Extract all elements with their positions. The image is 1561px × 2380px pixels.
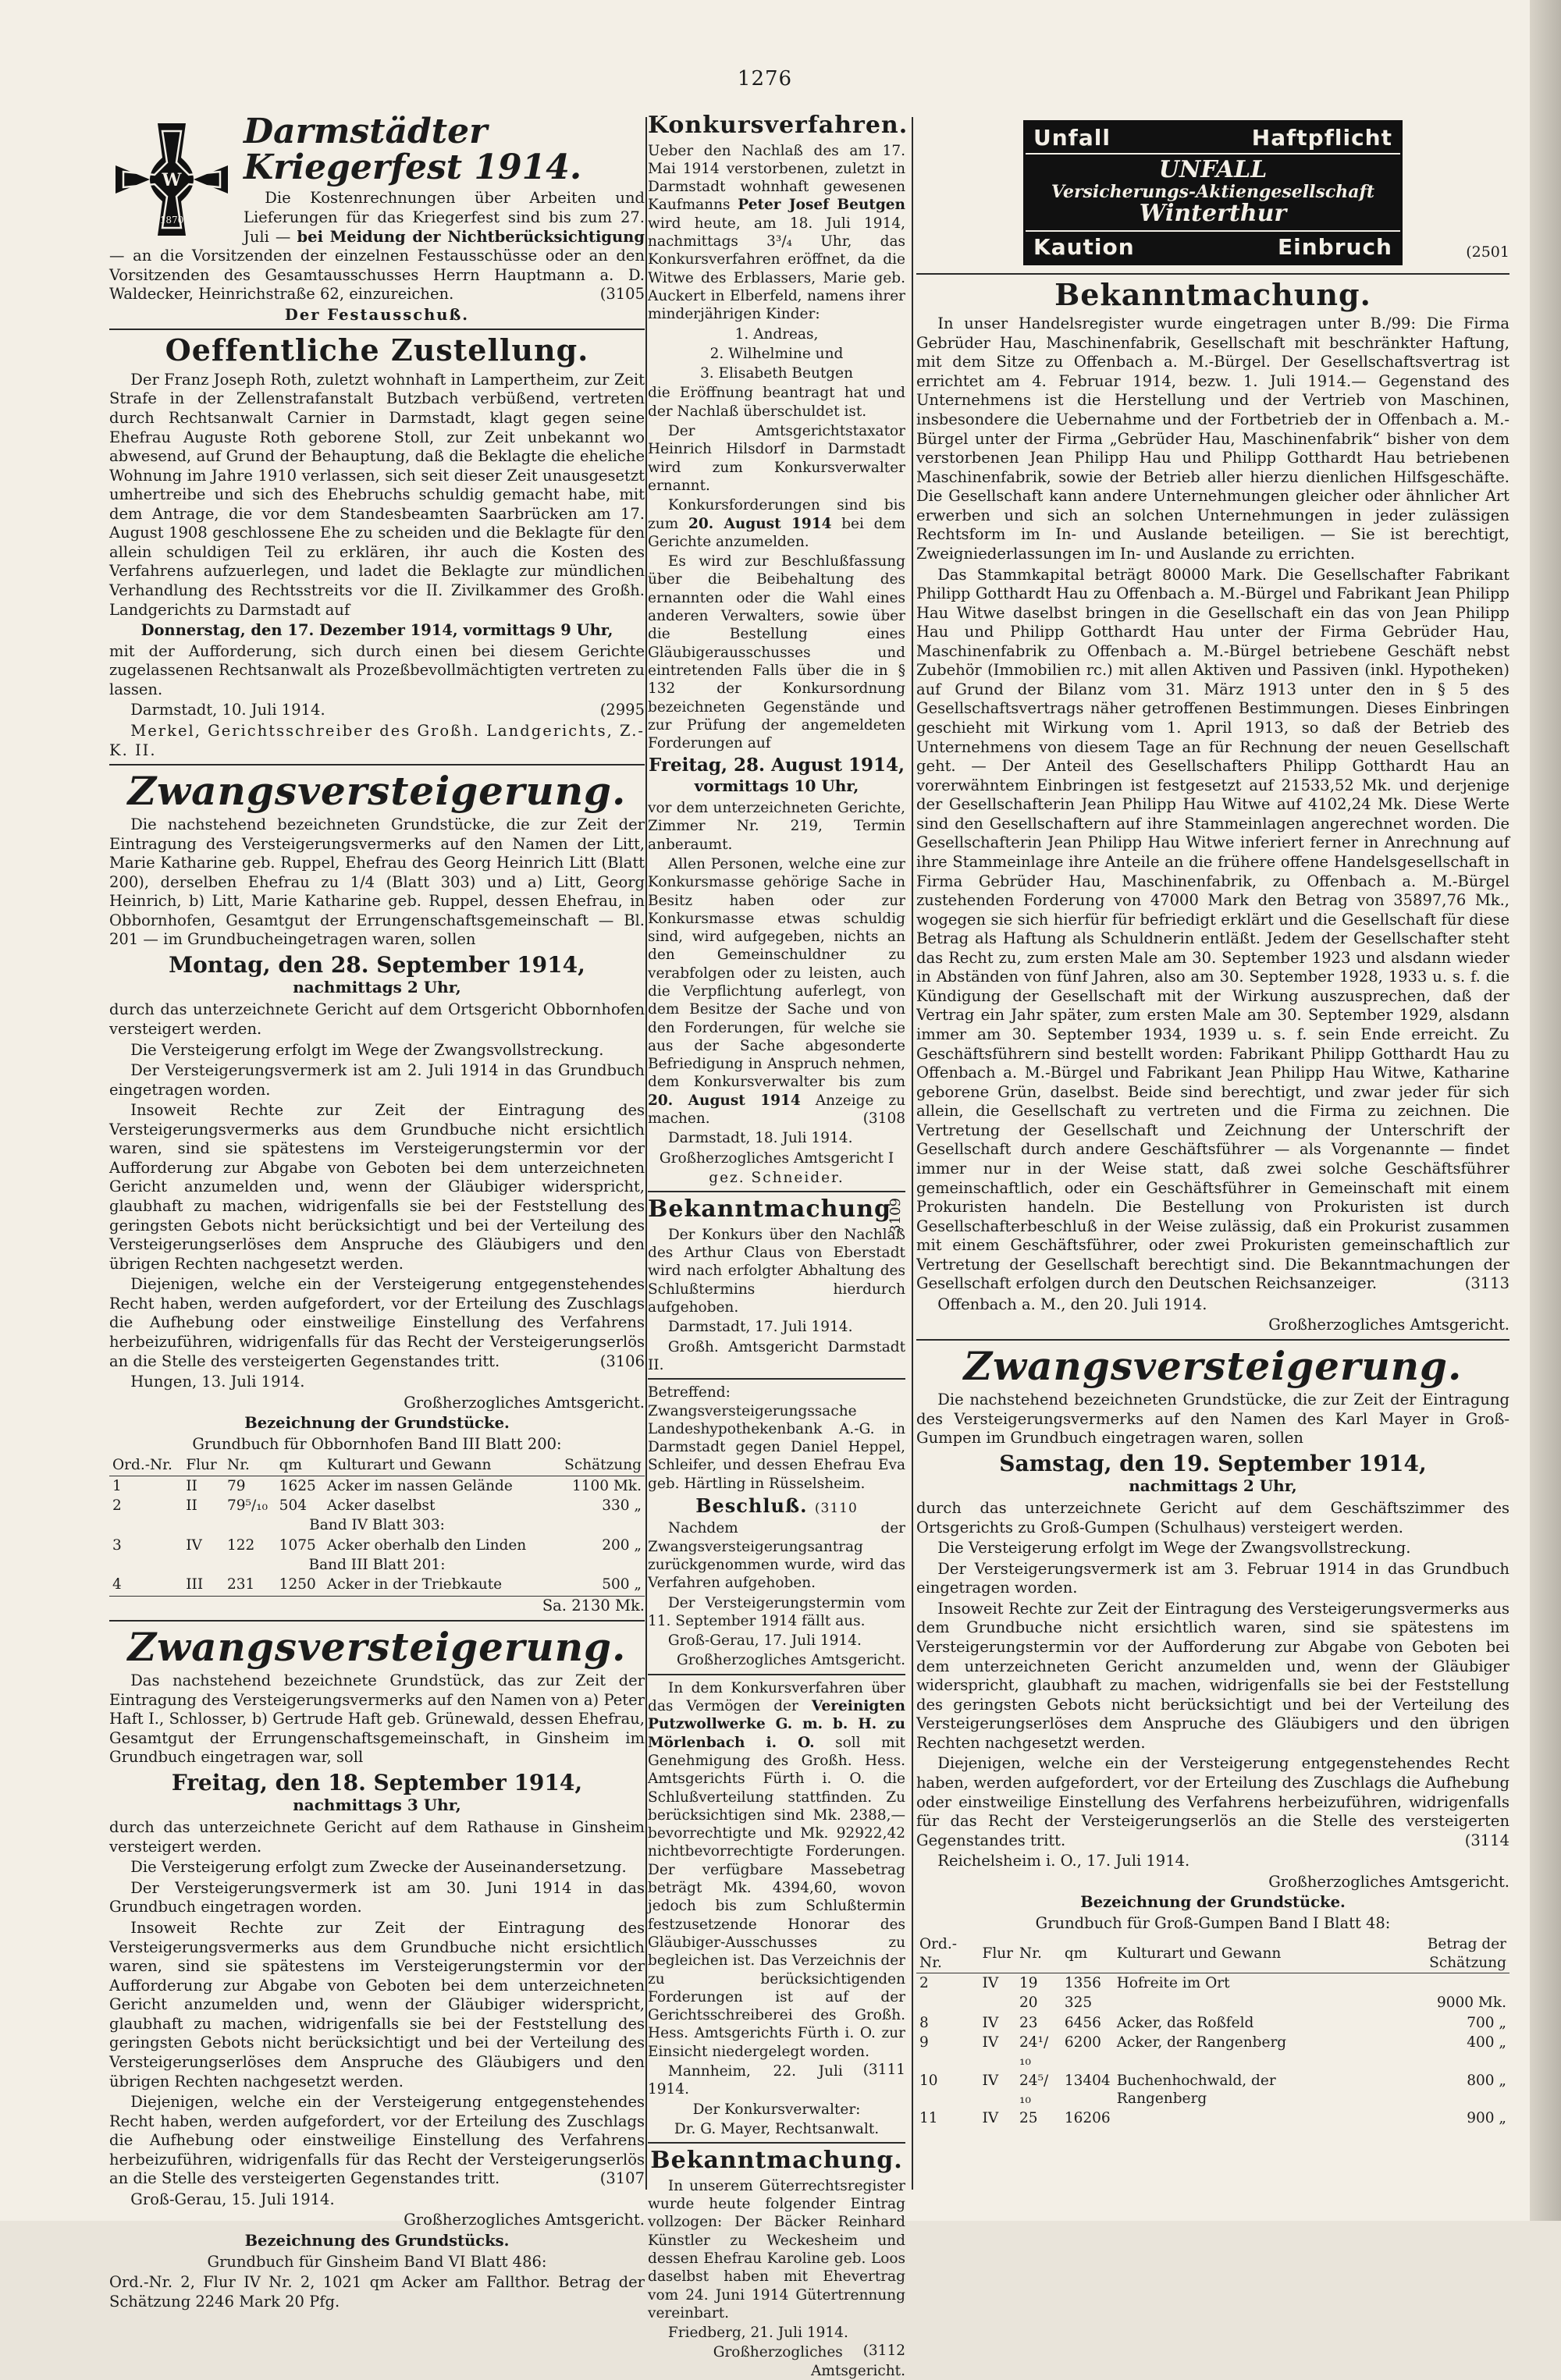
zwangsversteigerung-gross-gumpen — [916, 1345, 1509, 2128]
section-rule — [648, 1674, 905, 1675]
zwangsversteigerung-ginsheim — [109, 1625, 645, 2311]
bekannt-hau-p2: Das Stammkapital beträgt 80000 Mark. Die Gesellschafter Fabrikant Philipp Gotthardt Hau zu Offenbach a. M.-Bürgel und Fabrikant Jean Philipp Hau Witwe daselbst bringen in die Gesellschaft ein das von Jean Philipp Hau und Philipp Gotthardt Hau unter der Firma Gebrüder Hau, Maschinenfabrik zu Offenbach a. M.-Bürgel betriebene Geschäft nebst Zubehör (Immobilien rc.) mit allen Aktiven und Passiven (inkl. Hypotheken) auf Grund der Bilanz vom 31. März 1913 unter den in § 5 des Gesellschaftsvertrags näher getroffenen Bestimmungen. Dieses Einbringen geschieht mit Wirkung vom 1. April 1913, so daß der Betrieb des Unternehmens von diesem Tage an für Rechnung der neuen Gesellschaft geht. — Der Anteil des Gesellschafters Philipp Gotthardt Hau an vorerwähntem Einbringen ist festgesetzt auf 21533,52 Mk. und derjenige der Gesellschafterin Jean Philipp Hau Witwe auf 4102,24 Mk. Diese Werte sind den Gesellschaftern auf ihre Stammeinlagen angerechnet worden. Die Gesellschafterin Jean Philipp Hau Witwe inferiert ferner in Anrechnung auf ihre Stammeinlage ihre Anteile an die frühere offene Handelsgesellschaft in Firma Gebrüder Hau, Maschinenfabrik, zu Offenbach a. M.-Bürgel zustehenden Forderung von 47000 Mark den Betrag von 35897,76 Mk., wogegen sie sich hierfür für befriedigt erklärt und die Gesellschaft für diese Betrag als Haftung als Schuldnerin entläßt. Jedem der Gesellschafter steht das Recht zu, zum ersten Male am 30. September 1923 und alsdann wieder in Abständen von fünf Jahren, also am 30. September 1928, 1933 u. s. f. die Kündigung der Gesellschaft mit der Wirkung auszusprechen, daß der Vertrag ein Jahr später, zum ersten Male am 30. September 1929, alsdann immer am 30. September 1934, 1939 u. s. f. sein Ende erreicht. Zu Geschäftsführern sind bestellt worden: Fabrikant Philipp Gotthardt Hau zu Offenbach a. M.-Bürgel und Fabrikant Jean Philipp Hau Witwe, Katharine geborene Grün, daselbst. Beide sind berechtigt, und zwar jeder für sich allein, die Gesellschaft zu vertreten und die Firma zu zeichnen. Die Vertretung der Gesellschaft und Zeichnung der Unterschrift der Gesellschaft durch andere Geschäftsführer — als Vorgenannte — findet immer nur in der Weise statt, daß zwei solche Geschäftsführer gemeinschaftlich, oder ein Geschäftsführer in Gemeinschaft mit einem Prokuristen handeln. Die Bestellung von Prokuristen ist durch Gesellschafterbeschluß in der Weise zulässig, daß ein Prokurist zusammen mit einem Geschäftsführer, oder zwei Prokuristen gemeinschaftlich zur Vertretung der Gesellschaft berechtigt sind. Die Bekanntmachungen der Gesellschaft erfolgen durch den Deutschen Reichsanzeiger. — [916, 565, 1509, 1293]
cell: 24⁵/₁₀ — [1019, 2072, 1049, 2107]
cell: 122 — [227, 1536, 255, 1554]
section-rule — [916, 1339, 1509, 1341]
zustellung-place-date: Darmstadt, 10. Juli 1914. — [130, 701, 325, 719]
cell: Band IV Blatt 303: — [309, 1517, 445, 1534]
cell: Acker im nassen Gelände — [326, 1477, 513, 1494]
page-edge — [1530, 0, 1561, 2221]
zwang3-text-6-line — [916, 1754, 1509, 1850]
cell: 504 — [279, 1497, 307, 1514]
zwang3-court: Großherzogliches Amtsgericht. — [1268, 1872, 1509, 1891]
table-row — [916, 1993, 1509, 2012]
beschluss-heppel — [648, 1384, 905, 1670]
zwang1-time: nachmittags 2 Uhr, — [293, 978, 461, 997]
cell: IV — [982, 2072, 999, 2089]
ad-bottom-left: Kaution — [1033, 234, 1135, 261]
zwang1-text-3: Die Versteigerung erfolgt im Wege der Zwangsvollstreckung. — [130, 1040, 604, 1059]
konkurs1-text-8-line — [648, 855, 905, 1128]
section-rule — [648, 1378, 905, 1380]
cell: 3 — [112, 1536, 122, 1554]
konkurs2-place-date: Mannheim, 22. Juli 1914. — [648, 2063, 843, 2098]
bekannt-hau-p1: In unser Handelsregister wurde eingetragen unter B./99: Die Firma Gebrüder Hau, Maschinenfabrik, Gesellschaft mit beschränkter Haftung, mit dem Sitze zu Offenbach a. M.-Bürgel. Der Gesellschaftsvertrag ist errichtet am 4. Februar 1914, bezw. 1. Juli 1914.— Gegenstand des Unternehmens ist die Herstellung und der Vertrieb von Maschinen, insbesondere die Uebernahme und der Fortbetrieb der in Offenbach a. M.-Bürgel unter der Firma „Gebrüder Hau, Maschinenfabrik“ bisher von dem verstorbenen Jean Philipp Hau und Philipp Gotthardt Hau betriebenen Maschinenfabrik, sowie der Betrieb aller hierzu dienlichen Hilfsgeschäfte. Die Gesellschaft kann andere Unternehmungen gleicher oder ähnlicher Art erwerben und sich an solchen Unternehmungen in jeder zulässigen Rechtsform im In- und Auslande beteiligen. — Sie ist berechtigt, Zweigniederlassungen im In- und Auslande zu errichten. — [916, 314, 1509, 563]
konkurs1-date-bold: 20. August 1914 — [688, 515, 832, 532]
bekannt1-ref: 3109 — [887, 1198, 905, 1234]
th-schaetzung: Schätzung — [552, 1455, 645, 1476]
konkurs1-name: Peter Josef Beutgen — [738, 197, 905, 214]
konkurs1-text-5-line — [648, 496, 905, 551]
cell: 200 „ — [602, 1536, 642, 1554]
konkurs2-text: In dem Konkursverfahren über das Vermögen der — [648, 1679, 905, 1715]
cell: 9 — [919, 2034, 929, 2051]
cell: IV — [982, 2034, 999, 2051]
zwang1-table-title: Bezeichnung der Grundstücke. — [244, 1414, 510, 1433]
kriegerfest-text-2: — an die Vorsitzenden der einzelnen Festausschüsse oder an den Vorsitzenden des Gesamtausschusses Herrn Hauptmann a. D. Waldecker, Heinrichstraße 62, einzureichen. — [109, 247, 645, 304]
zwang2-text-2: durch das unterzeichnete Gericht auf dem Rathause in Ginsheim versteigert werden. — [109, 1818, 645, 1856]
konkurs1-child: 1. Andreas, — [734, 325, 819, 343]
bekannt1-title: Bekanntmachung — [648, 1195, 892, 1224]
table-row — [109, 1575, 645, 1594]
zwang3-date: Samstag, den 19. September 1914, — [999, 1450, 1427, 1476]
bekannt2-title: Bekanntmachung. — [650, 2147, 903, 2175]
ad-top-right: Haftpflicht — [1251, 125, 1392, 151]
cell: 23 — [1019, 2014, 1038, 2031]
cell: 800 „ — [1467, 2072, 1506, 2089]
table-row — [109, 1496, 645, 1515]
bekanntmachung-claus — [648, 1196, 905, 1374]
ad-line-3: Winterthur — [1139, 199, 1287, 227]
cell: Acker daselbst — [326, 1497, 436, 1514]
konkurs1-child: 3. Elisabeth Beutgen — [699, 365, 853, 382]
konkurs1-date-bold-2: 20. August 1914 — [648, 1092, 801, 1109]
konkurs2-signature: Dr. G. Mayer, Rechtsanwalt. — [674, 2120, 880, 2137]
zwang2-time: nachmittags 3 Uhr, — [293, 1796, 461, 1814]
cell: 1250 — [279, 1576, 316, 1593]
table-row — [109, 1536, 645, 1555]
column-3 — [916, 109, 1509, 2190]
beschluss-text-2: Der Versteigerungstermin vom 11. September 1914 fällt aus. — [648, 1594, 905, 1629]
konkurs-beutgen — [648, 112, 909, 1187]
konkurs1-text: Ueber den Nachlaß des am 17. Mai 1914 verstorbenen, zuletzt in Darmstadt wohnhaft gewesenen Kaufmanns — [648, 142, 905, 214]
bekannt-hau-place-date: Offenbach a. M., den 20. Juli 1914. — [937, 1295, 1207, 1313]
th-qm: qm — [276, 1455, 324, 1476]
cell: 79⁵/₁₀ — [227, 1497, 268, 1514]
cell: 325 — [1064, 1995, 1093, 2012]
cell: Band III Blatt 201: — [308, 1556, 446, 1573]
table-row — [916, 2033, 1509, 2071]
bekanntmachung-kuenstler — [648, 2147, 905, 2380]
beschluss-text: Nachdem der Zwangsversteigerungsantrag zurückgenommen wurde, wird das Verfahren aufgehoben. — [648, 1520, 905, 1592]
zwang3-text-5: Insoweit Rechte zur Zeit der Eintragung des Versteigerungsvermerks aus dem Grundbuche nicht ersichtlich waren, sind sie spätestens im Versteigerungstermin vor der Aufforderung zur Abgabe von Geboten bei dem unterzeichneten Gericht anzumelden und, wenn der Gläubiger widerspricht, glaubhaft zu machen, widrigenfalls sie bei der Feststellung des geringsten Gebots nicht berücksichtigt und bei der Verteilung des Versteigerungserlöses dem Anspruche des Gläubigers und den übrigen Rechten nachgesetzt werden. — [916, 1599, 1509, 1752]
cell: Hofreite im Ort — [1116, 1975, 1230, 1992]
konkurs1-text-8b: Anzeige zu machen. — [648, 1092, 905, 1128]
zustellung-signature: Merkel, Gerichtsschreiber des Großh. Landgerichts, Z.-K. II. — [109, 721, 645, 759]
cell: 1625 — [279, 1477, 316, 1494]
zwang3-text: Die nachstehend bezeichneten Grundstücke, die zur Zeit der Eintragung des Versteigerungsvermerks auf den Namen des Karl Mayer in Groß-Gumpen im Grundbuch eingetragen waren, sollen — [916, 1391, 1509, 1448]
konkurs1-text-7: vor dem unterzeichneten Gerichte, Zimmer Nr. 219, Termin anberaumt. — [648, 800, 905, 853]
th-kultur: Kulturart und Gewann — [324, 1455, 552, 1476]
cell: 900 „ — [1467, 2110, 1506, 2127]
cell: Acker, das Roßfeld — [1116, 2014, 1254, 2031]
cell: 1356 — [1064, 1975, 1101, 1992]
zwang3-ref: (3114 — [1464, 1831, 1509, 1849]
bekannt-hau-court: Großherzogliches Amtsgericht. — [1268, 1316, 1509, 1334]
cell: 500 „ — [602, 1576, 642, 1593]
cell: Buchenhochwald, der Rangenberg — [1116, 2072, 1276, 2107]
zustellung-ref: (2995 — [599, 701, 645, 719]
bekannt2-place-line — [648, 2324, 905, 2360]
bekannt2-court: Großherzogliches Amtsgericht. — [713, 2344, 905, 2379]
table-row — [916, 2071, 1509, 2109]
iron-cross-icon — [109, 117, 234, 242]
th-schaetzung: Betrag der Schätzung — [1355, 1934, 1509, 1973]
zustellung-text: Der Franz Joseph Roth, zuletzt wohnhaft in Lampertheim, zur Zeit Strafe in der Zellenstrafanstalt Butzbach verbüßend, vertreten durch Rechtsanwalt Carnier in Darmstadt, klagt gegen seine Ehefrau Auguste Roth geborene Stoll, zur Zeit unbekannt wo abwesend, auf Grund der Behauptung, daß die Beklagte die eheliche Wohnung im Jahre 1910 verlassen, sich seit dieser Zeit unausgesetzt umhertreibe und sich des Ehebruchs schuldig gemacht habe, mit dem Antrage, die vor dem Standesbeamten Saarbrücken am 17. August 1908 geschlossene Ehe zu scheiden und die Beklagte für den allein schuldigen Teil zu erklären, ihr auch die Kosten des Verfahrens aufzuerlegen, und ladet die Beklagte zur mündlichen Verhandlung des Rechtsstreits vor die II. Zivilkammer des Großh. Landgerichts zu Darmstadt auf — [109, 370, 645, 619]
ad-top-left: Unfall — [1033, 125, 1111, 151]
zwang2-table-subtitle: Grundbuch für Ginsheim Band VI Blatt 486: — [207, 2252, 547, 2271]
zwang2-title: Zwangsversteigerung. — [127, 1624, 627, 1670]
bekannt1-court: Großh. Amtsgericht Darmstadt II. — [648, 1338, 905, 1373]
zwang2-text: Das nachstehend bezeichnete Grundstück, das zur Zeit der Eintragung des Versteigerungsvermerks auf den Namen von a) Peter Haft I., Schlosser, b) Gertrude Haft geb. Grünewald, dessen Ehefrau, Gesamtgut der Errungenschaftsgemeinschaft, in Ginsheim im Grundbuch eingetragen war, soll — [109, 1671, 645, 1767]
table-row — [916, 2013, 1509, 2033]
zwang2-entry: Ord.-Nr. 2, Flur IV Nr. 2, 1021 qm Acker am Fallthor. Betrag der Schätzung 2246 Mark 20 Pfg. — [109, 2273, 645, 2311]
zwang2-text-5: Insoweit Rechte zur Zeit der Eintragung des Versteigerungsvermerks aus dem Grundbuche nicht ersichtlich waren, sind sie spätestens im Versteigerungstermin vor der Aufforderung zur Abgabe von Geboten bei dem unterzeichneten Gericht anzumelden und, wenn der Gläubiger widerspricht, glaubhaft zu machen, widrigenfalls sie bei der Feststellung des geringsten Gebots nicht berücksichtigt und bei der Verteilung des Versteigerungserlöses dem Anspruche des Gläubigers und den übrigen Rechten nachgesetzt werden. — [109, 1919, 645, 2090]
zwang3-time: nachmittags 2 Uhr, — [1129, 1476, 1297, 1495]
konkurs1-court: Großherzogliches Amtsgericht I — [659, 1149, 894, 1167]
zwang2-text-6-line — [109, 2093, 645, 2189]
beschluss-title-line — [648, 1496, 905, 1516]
th-flur: Flur — [183, 1455, 224, 1476]
zustellung-place-line — [109, 701, 645, 720]
konkurs1-signature: gez. Schneider. — [709, 1169, 845, 1186]
zwang3-table — [916, 1934, 1509, 2128]
section-rule — [648, 2142, 905, 2144]
column-1 — [109, 109, 645, 2311]
zwang1-date: Montag, den 28. September 1914, — [169, 952, 585, 979]
cell: IV — [982, 2110, 999, 2127]
cell — [916, 1993, 980, 2012]
kriegerfest-signature: Der Festausschuß. — [284, 305, 470, 324]
ad-top-row — [1026, 123, 1400, 153]
konkurs1-text-6: Es wird zur Beschlußfassung über die Beibehaltung des ernannten oder die Wahl eines anderen Verwalters, sowie über die Bestellung eines Gläubigerausschusses und eintretenden Falls über die in § 132 der Konkursordnung bezeichneten Gegenstände und zur Prüfung der angemeldeten Forderungen auf — [648, 553, 905, 752]
cell: 6200 — [1064, 2034, 1101, 2051]
zwang1-text-5: Insoweit Rechte zur Zeit der Eintragung des Versteigerungsvermerks aus dem Grundbuche nicht ersichtlich waren, sind sie spätestens im Versteigerungstermin vor der Aufforderung zur Abgabe von Geboten bei dem unterzeichneten Gericht anzumelden und, wenn der Gläubiger widerspricht, glaubhaft zu machen, widrigenfalls sie bei der Feststellung des geringsten Gebots nicht berücksichtigt und bei der Verteilung des Versteigerungserlöses dem Anspruche des Gläubigers und den übrigen Rechten nachgesetzt werden. — [109, 1101, 645, 1273]
cell: 1100 Mk. — [572, 1477, 642, 1494]
cell: 231 — [227, 1576, 255, 1593]
bekannt-hau-ref: (3113 — [1464, 1274, 1509, 1293]
cell: Acker in der Triebkaute — [326, 1576, 503, 1593]
section-rule — [648, 1191, 905, 1192]
bekanntmachung-hau — [916, 276, 1509, 1335]
cell: II — [186, 1477, 197, 1494]
cell: 8 — [919, 2014, 929, 2031]
cell: 79 — [227, 1477, 246, 1494]
zustellung-date: Donnerstag, den 17. Dezember 1914, vormittags 9 Uhr, — [140, 621, 613, 640]
konkurs1-text-line — [648, 142, 905, 324]
zwangsversteigerung-hungen — [109, 769, 645, 1616]
th-flur: Flur — [980, 1934, 1017, 1973]
cell: 2 — [112, 1497, 122, 1514]
zwang1-text-4: Der Versteigerungsvermerk ist am 2. Juli 1914 in das Grundbuch eingetragen worden. — [109, 1061, 645, 1099]
zwang2-place-date: Groß-Gerau, 15. Juli 1914. — [130, 2190, 335, 2208]
ad-middle — [1026, 153, 1400, 232]
table-row — [916, 2108, 1509, 2128]
zwang1-table-subtitle: Grundbuch für Obbornhofen Band III Blatt 200: — [192, 1434, 562, 1453]
ad-ref: (2501 — [1466, 243, 1509, 261]
zwang2-text-3: Die Versteigerung erfolgt zum Zwecke der Auseinandersetzung. — [130, 1858, 627, 1877]
cell: II — [186, 1497, 197, 1514]
cell: III — [186, 1576, 204, 1593]
zwang1-sum: Sa. 2130 Mk. — [109, 1596, 645, 1616]
zwang1-title: Zwangsversteigerung. — [127, 768, 627, 815]
zwang1-ref: (3106 — [599, 1352, 645, 1370]
konkurs1-text-5: Konkursforderungen sind bis zum — [648, 497, 905, 532]
section-rule — [109, 764, 645, 766]
winterthur-ad — [916, 120, 1509, 262]
konkurs2-name: Vereinigten Putzwollwerke G. m. b. H. zu Mörlenbach i. O. — [648, 1698, 905, 1751]
konkurs1-text-5b: bei dem Gerichte anzumelden. — [648, 515, 905, 550]
th-qm: qm — [1061, 1934, 1114, 1973]
cell: 25 — [1019, 2110, 1038, 2127]
cell: Acker oberhalb den Linden — [326, 1536, 527, 1554]
zwang1-court: Großherzogliches Amtsgericht. — [404, 1393, 645, 1412]
zustellung-notice — [109, 334, 645, 760]
zwang2-ref: (3107 — [599, 2169, 645, 2188]
svg-text:1870: 1870 — [159, 215, 184, 226]
zwang3-text-3: Die Versteigerung erfolgt im Wege der Zwangsvollstreckung. — [937, 1539, 1411, 1558]
zwang2-date: Freitag, den 18. September 1914, — [171, 1769, 583, 1796]
bekannt-hau-p2-line — [916, 566, 1509, 1294]
table-row — [109, 1476, 645, 1496]
cell: 6456 — [1064, 2014, 1101, 2031]
zwang3-text-6: Diejenigen, welche ein der Versteigerung entgegenstehendes Recht haben, werden aufgefordert, vor der Erteilung des Zuschlags die Aufhebung oder einstweilige Einstellung des Verfahrens herbeizuführen, widrigenfalls für das Recht der Versteigerungserlös an die Stelle des versteigerten Gegenstandes tritt. — [916, 1754, 1509, 1849]
bekannt-hau-title: Bekanntmachung. — [1054, 276, 1371, 312]
zwang3-place-date: Reichelsheim i. O., 17. Juli 1914. — [937, 1852, 1190, 1870]
section-rule — [109, 1620, 645, 1622]
table-subheading — [109, 1515, 645, 1535]
zwang1-text-6-line — [109, 1275, 645, 1371]
kriegerfest-ref: (3105 — [599, 285, 645, 304]
konkurs1-text-4: Der Amtsgerichtstaxator Heinrich Hilsdorf in Darmstadt wird zum Konkursverwalter ernannt. — [648, 423, 905, 494]
zwang2-text-4: Der Versteigerungsvermerk ist am 30. Juni 1914 in das Grundbuch eingetragen worden. — [109, 1878, 645, 1916]
cell: 10 — [919, 2072, 938, 2089]
bekannt2-text: In unserem Güterrechtsregister wurde heute folgender Eintrag vollzogen: Der Bäcker Reinhard Künstler zu Weckesheim und dessen Ehefrau Karoline geb. Loos daselbst haben mit Ehevertrag vom 24. Juni 1914 Gütertrennung vereinbart. — [648, 2177, 905, 2321]
bekannt2-ref: (3112 — [862, 2343, 905, 2360]
konkurs2-text-2: soll mit Genehmigung des Großh. Hess. Amtsgerichts Fürth i. O. die Schlußverteilung stattfinden. Zu berücksichtigen sind Mk. 2388,— bevorrechtigte und Mk. 92922,42 nichtbevorrechtigte Forderungen. Der verfügbare Massebetrag beträgt Mk. 4394,60, wovon jedoch bis zum Schlußtermin festzusetzende Honorar des Gläubiger-Ausschusses zu begleichen ist. Das Verzeichnis der zu berücksichtigenden Forderungen ist auf der Gerichtsschreiberei des Großh. Hess. Amtsgerichts Fürth i. O. zur Einsicht niedergelegt worden. — [648, 1734, 905, 2060]
zwang1-text-6: Diejenigen, welche ein der Versteigerung entgegenstehendes Recht haben, werden aufgefordert, vor der Erteilung des Zuschlags die Aufhebung oder einstweilige Einstellung des Verfahrens herbeizuführen, widrigenfalls für das Recht der Versteigerungserlös an die Stelle des versteigerten Gegenstandes tritt. — [109, 1275, 645, 1370]
konkurs1-child: 2. Wilhelmine und — [709, 345, 844, 362]
zwang1-table — [109, 1455, 645, 1594]
ad-line-1: UNFALL — [1158, 156, 1268, 184]
page-number: 1276 — [737, 67, 793, 91]
cell: 700 „ — [1467, 2014, 1506, 2031]
zustellung-text-2: mit der Aufforderung, sich durch einen bei diesem Gerichte zugelassenen Rechtsanwalt als Prozeßbevollmächtigten vertreten zu lassen. — [109, 641, 645, 698]
th-ord: Ord.-Nr. — [916, 1934, 980, 1973]
section-rule — [916, 273, 1509, 275]
table-row — [916, 1973, 1509, 1994]
cell: IV — [982, 2014, 999, 2031]
table-subheading — [109, 1555, 645, 1575]
zwang2-text-6: Diejenigen, welche ein der Versteigerung entgegenstehendes Recht haben, werden aufgefordert, vor der Erteilung des Zuschlags die Aufhebung oder einstweilige Einstellung des Verfahrens herbeizuführen, widrigenfalls für das Recht der Versteigerungserlös an die Stelle des versteigerten Gegenstandes tritt. — [109, 2093, 645, 2188]
konkurs1-text-2: wird heute, am 18. Juli 1914, nachmittags 3³/₄ Uhr, das Konkursverfahren eröffnet, da die Witwe des Erblassers, Marie geb. Auckert in Elberfeld, namens ihrer minderjährigen Kinder: — [648, 215, 905, 323]
zwang3-table-subtitle: Grundbuch für Groß-Gumpen Band I Blatt 48: — [1035, 1913, 1391, 1932]
konkurs1-text-8: Allen Personen, welche eine zur Konkursmasse gehörige Sache in Besitz haben oder zur Konkursmasse etwas schuldig sind, wird aufgegeben, nichts an den Gemeinschuldner zu verabfolgen oder zu leisten, auch die Verpflichtung auferlegt, von dem Besitze der Sache und von den Forderungen, für welche sie aus der Sache abgesonderte Befriedigung in Anspruch nehmen, dem Konkursverwalter bis zum — [648, 855, 905, 1091]
beschluss-ref: (3110 — [814, 1501, 858, 1516]
zwang3-title: Zwangsversteigerung. — [963, 1343, 1463, 1390]
th-nr: Nr. — [1016, 1934, 1061, 1973]
cell — [1114, 1993, 1355, 2012]
bekannt1-place-date: Darmstadt, 17. Juli 1914. — [667, 1319, 853, 1336]
beschluss-betreff: Betreffend: Zwangsversteigerungssache Landeshypothekenbank A.-G. in Darmstadt gegen Daniel Heppel, Schleifer, und dessen Ehefrau Eva geb. Härtling in Rüsselsheim. — [648, 1384, 905, 1492]
cell: 19 — [1019, 1975, 1038, 1992]
cell: 400 „ — [1467, 2034, 1506, 2051]
th-kultur: Kulturart und Gewann — [1114, 1934, 1355, 1973]
konkurs1-title: Konkursverfahren. — [648, 112, 909, 139]
cell: 13404 — [1064, 2072, 1111, 2089]
cell: IV — [982, 1975, 999, 1992]
cell: 1075 — [279, 1536, 316, 1554]
beschluss-court: Großherzogliches Amtsgericht. — [677, 1652, 905, 1669]
zwang2-table-title: Bezeichnung des Grundstücks. — [244, 2232, 510, 2250]
konkurs1-ref: (3108 — [862, 1110, 905, 1128]
konkurs1-time: vormittags 10 Uhr, — [694, 776, 859, 795]
zwang3-table-title: Bezeichnung der Grundstücke. — [1080, 1893, 1346, 1912]
column-divider-2 — [912, 117, 913, 2190]
zwang1-place-date: Hungen, 13. Juli 1914. — [130, 1373, 305, 1391]
cell: 2 — [919, 1975, 929, 1992]
th-nr: Nr. — [224, 1455, 276, 1476]
zwang1-text-2: durch das unterzeichnete Gericht auf dem Ortsgericht Obbornhofen versteigert werden. — [109, 1000, 645, 1038]
cell: Acker, der Rangenberg — [1116, 2034, 1287, 2051]
cell: 20 — [1019, 1995, 1038, 2012]
cell: 1 — [112, 1477, 122, 1494]
konkurs2-ref: (3111 — [862, 2062, 905, 2078]
cell — [980, 1993, 1017, 2012]
kriegerfest-title: Darmstädter Kriegerfest 1914. — [244, 112, 582, 188]
kriegerfest-text-1: Die Kostenrechnungen über Arbeiten und Lieferungen für das Kriegerfest sind bis zum 27. Juli — — [244, 189, 645, 246]
cell: 11 — [919, 2110, 938, 2127]
th-ord: Ord.-Nr. — [109, 1455, 183, 1476]
section-rule — [109, 329, 645, 330]
konkurs2-role: Der Konkursverwalter: — [692, 2101, 861, 2118]
cell: 4 — [112, 1576, 122, 1593]
cell: IV — [186, 1536, 202, 1554]
ad-line-2: Versicherungs-Aktiengesellschaft — [1051, 181, 1375, 202]
cell — [1355, 1973, 1509, 1994]
konkurs1-date: Freitag, 28. August 1914, — [648, 755, 905, 776]
cell: 16206 — [1064, 2110, 1111, 2127]
kriegerfest-text-bold: bei Meidung der Nichtberücksichtigung — [297, 227, 645, 246]
bekannt2-place-date: Friedberg, 21. Juli 1914. — [667, 2325, 848, 2342]
cell: 9000 Mk. — [1437, 1995, 1506, 2012]
konkurs1-place-date: Darmstadt, 18. Juli 1914. — [667, 1130, 853, 1147]
ad-bottom-right: Einbruch — [1278, 234, 1392, 261]
bekannt1-text: Der Konkurs über den Nachlaß des Arthur Claus von Eberstadt wird nach erfolgter Abhaltung des Schlußtermins hierdurch aufgehoben. — [648, 1226, 905, 1316]
zustellung-title: Oeffentliche Zustellung. — [165, 332, 589, 368]
cell: 24¹/₁₀ — [1019, 2034, 1049, 2069]
svg-text:W: W — [162, 170, 182, 190]
zwang2-court: Großherzogliches Amtsgericht. — [404, 2211, 645, 2229]
column-divider-1 — [645, 117, 647, 2190]
beschluss-place-date: Groß-Gerau, 17. Juli 1914. — [667, 1632, 862, 1650]
beschluss-title: Beschluß. — [695, 1494, 808, 1517]
column-2 — [648, 109, 909, 2379]
kriegerfest-notice — [109, 114, 645, 325]
zwang3-text-2: durch das unterzeichnete Gericht auf dem Geschäftszimmer des Ortsgerichts zu Groß-Gumpen (Schulhaus) versteigert werden. — [916, 1499, 1509, 1536]
cell — [1114, 2108, 1355, 2128]
zwang3-text-4: Der Versteigerungsvermerk ist am 3. Februar 1914 in das Grundbuch eingetragen worden. — [916, 1559, 1509, 1597]
zwang1-text: Die nachstehend bezeichneten Grundstücke, die zur Zeit der Eintragung des Versteigerungsvermerks auf den Namen der Litt, Marie Katharine geb. Ruppel, Ehefrau des Georg Heinrich Litt (Blatt 200), derselben Ehefrau zu 1/4 (Blatt 303) und a) Litt, Georg Heinrich, b) Litt, Marie Katharine geb. Ruppel, dessen Ehefrau, in Obbornhofen, Gesamtgut der Errungenschaftsgemeinschaft — Bl. 201 — im Grundbucheingetragen waren, sollen — [109, 815, 645, 949]
cell: 330 „ — [602, 1497, 642, 1514]
konkurs2-text-line — [648, 1679, 905, 2078]
konkurs-putzwollwerke — [648, 1679, 905, 2138]
konkurs1-text-3: die Eröffnung beantragt hat und der Nachlaß überschuldet ist. — [648, 385, 905, 420]
